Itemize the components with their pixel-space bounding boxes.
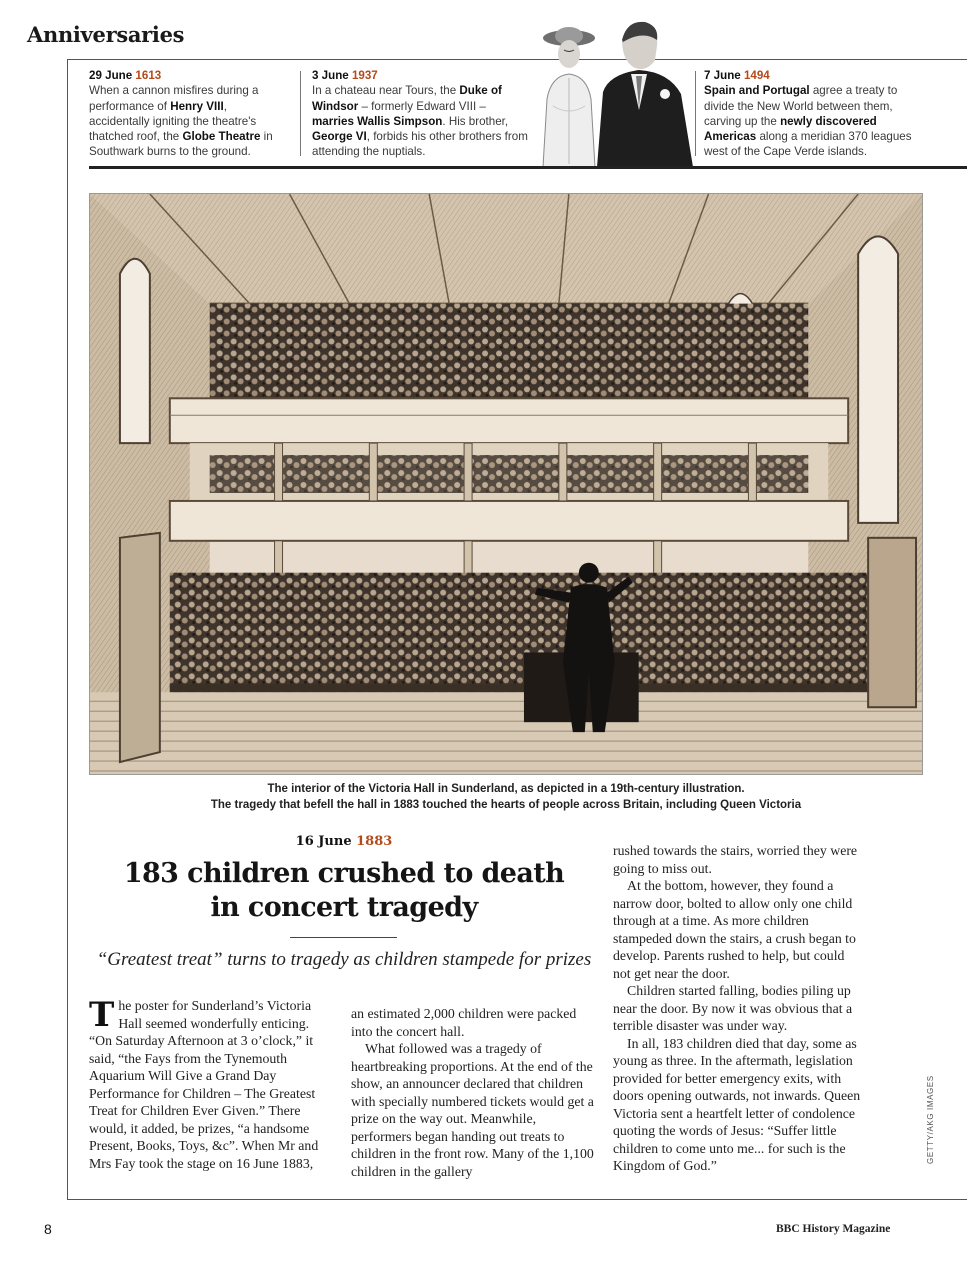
illustration-caption (89, 782, 923, 813)
anniversary-text: In a chateau near Tours, the (312, 84, 460, 98)
anniversary-text: in Southwark burns to the ground. (89, 130, 273, 159)
anniversary-duke-of-windsor (312, 68, 530, 160)
article-column-2 (351, 1005, 596, 1180)
article-date-day: 16 June (295, 834, 352, 849)
anniversary-text: , forbids his other brothers from attending the nuptials. (312, 130, 528, 159)
column-divider (300, 71, 301, 156)
anniversary-date: 29 June (89, 69, 133, 82)
paragraph: What followed was a tragedy of heartbreaking proportions. At the end of the show, an announcer declared that children with specially numbered tickets would get a prize on the way out. Meanwhile, performers began handing out treats to children in the front row. Many of the 1,100 children in the gallery (351, 1041, 594, 1179)
paragraph: he poster for Sunderland’s Victoria Hall seemed wonderfully enticing. “On Saturday Afternoon at 3 o’clock,” it said, “the Fays from the Tynemouth Aquarium Will Give a Grand Day Performance for Children – The Greatest Treat for Children Ever Given.” There would, it added, be prizes, “a handsome Present, Books, Toys, &c”. When Mr and Mrs Fay took the stage on 16 June 1883, (89, 998, 319, 1171)
anniversary-bold: Duke of Windsor (312, 84, 502, 113)
victoria-hall-illustration (89, 193, 923, 775)
caption-line-2: The tragedy that befell the hall in 1883 touched the hearts of people across Britain, including Queen Victoria (210, 798, 802, 811)
article-headline (89, 857, 599, 925)
caption-line-1: The interior of the Victoria Hall in Sunderland, as depicted in a 19th-century illustration. (267, 783, 745, 795)
section-divider (89, 166, 967, 169)
anniversary-text: . His brother, (442, 114, 509, 128)
windsor-wedding-photo (535, 14, 695, 167)
anniversary-text: When a cannon misfires during a performance of (89, 84, 259, 113)
article-date (89, 834, 599, 849)
paragraph: an estimated 2,000 children were packed into the concert hall. (351, 1006, 577, 1039)
anniversary-text: , accidentally igniting the theatre's thatched roof, the (89, 99, 257, 144)
anniversary-year: 1494 (743, 69, 770, 82)
section-title: Anniversaries (27, 22, 185, 47)
frame-top-rule (67, 59, 967, 60)
page-number: 8 (44, 1221, 52, 1237)
frame-left-rule (67, 59, 68, 1200)
paragraph: At the bottom, however, they found a narrow door, bolted to allow only one child through at a time. As more children stampeded down the stairs, a crush began to develop. Parents rushed to help, but could not get near the door. (613, 878, 856, 981)
paragraph: In all, 183 children died that day, some as young as three. In the aftermath, legislation provided for better emergency exits, with doors opening outwards, not inwards. Queen Victoria sent a heartfelt letter of condolence quoting the words of Jesus: “Suffer little children to come unto me... for such is the Kingdom of God.” (613, 1035, 861, 1173)
anniversary-bold: newly discovered Americas (704, 114, 877, 144)
anniversary-bold: Globe Theatre (182, 130, 261, 144)
anniversary-treaty-tordesillas (704, 68, 924, 160)
photo-credit: GETTY/AKG IMAGES (926, 1075, 935, 1164)
anniversary-globe-theatre (89, 68, 289, 160)
anniversary-date: 7 June (704, 69, 741, 82)
anniversary-text: along a meridian 370 leagues west of the Cape Verde islands. (704, 130, 912, 159)
paragraph: Children started falling, bodies piling up near the door. By now it was obvious that a terrible disaster was under way. (613, 983, 853, 1033)
article-date-year: 1883 (356, 834, 393, 849)
magazine-name: BBC History Magazine (776, 1223, 891, 1235)
anniversary-year: 1613 (135, 69, 162, 82)
headline-rule (290, 937, 397, 938)
anniversary-year: 1937 (351, 69, 378, 82)
wallis-figure (543, 27, 595, 167)
article-standfirst: “Greatest treat” turns to tragedy as children stampede for prizes (96, 949, 592, 970)
column-divider (695, 71, 696, 156)
article-column-1 (89, 997, 334, 1172)
anniversary-bold: Henry VIII (170, 99, 224, 113)
anniversary-bold: Spain and Portugal (704, 84, 810, 98)
anniversary-date: 3 June (312, 69, 349, 82)
headline-line-2: in concert tragedy (210, 892, 478, 923)
frame-bottom-rule (67, 1199, 967, 1200)
duke-figure (597, 22, 693, 167)
anniversary-text: agree a treaty to divide the New World between them, carving up the (704, 84, 898, 128)
headline-line-1: 183 children crushed to death (123, 858, 565, 889)
anniversary-bold: marries Wallis Simpson (312, 114, 443, 128)
anniversary-text: – formerly Edward VIII – (358, 99, 486, 113)
anniversary-bold: George VI (312, 130, 367, 144)
drop-cap: T (89, 995, 115, 1035)
paragraph: rushed towards the stairs, worried they were going to miss out. (613, 843, 858, 876)
article-column-3 (613, 842, 863, 1175)
